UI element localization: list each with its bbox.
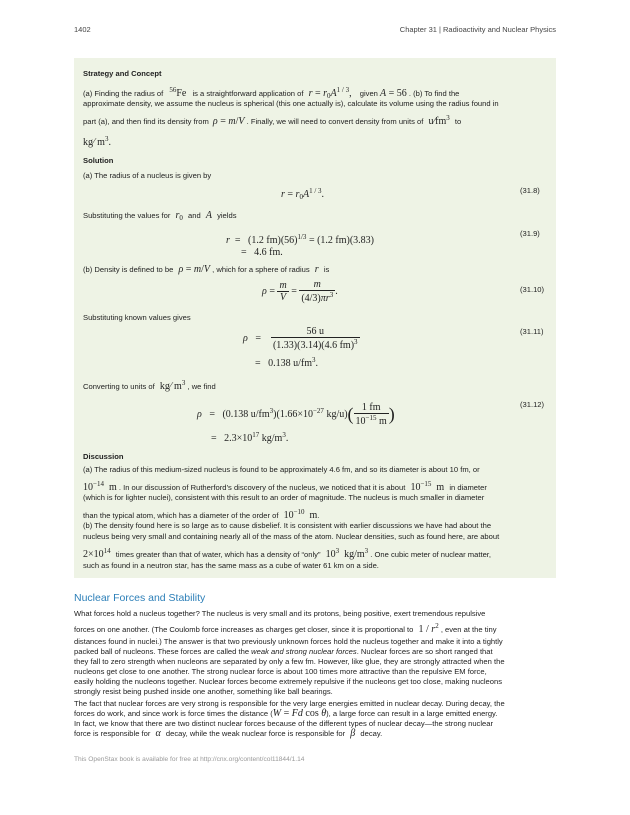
discussion-heading: Discussion — [83, 452, 124, 461]
strategy-line-4: kg⁄ $m^3$. — [83, 135, 111, 148]
known-values-text: Substituting known values gives — [83, 313, 191, 322]
solution-heading: Solution — [83, 156, 114, 165]
strategy-line-3: part (a), and then find its density from ρ = m/V . Finally, we will need to convert density from units of $u⁄fm^3$ to — [83, 114, 462, 127]
discussion-a-line4: than the typical atom, which has a diameter of the order of $10^{-10}$ m. — [83, 508, 320, 521]
eq-number-31-10: (31.10) — [520, 285, 545, 294]
discussion-a-line1: (a) The radius of this medium-sized nucleus is found to be approximately 4.6 fm, and so its diameter is about 10 fm, or — [83, 465, 480, 474]
section-paragraph-2: The fact that nuclear forces are very strong is responsible for the very large energies emitted in nuclear decay. During decay, the forces do work, and since work is force times the distance (W = Fd cos θ), a large force can result in a large emitted energy. In fact, we know that there are two distinct nuclear forces because of the different types of nuclear decay—the strong nuclear force is responsible for α decay, while the weak nuclear force is responsible for β decay. — [74, 699, 505, 739]
eq-number-31-12: (31.12) — [520, 400, 545, 409]
convert-text: Converting to units of kg⁄ $m^3$ , we find — [83, 379, 216, 392]
discussion-b-line4: such as found in a neutron star, has the same mass as a cube of water 61 km on a side. — [83, 561, 379, 570]
equation-31-9-line2: = 4.6 fm. — [241, 247, 283, 258]
equation-31-9-line1: r = (1.2 $fm)(56)^{1/3} = (1.2$ fm)(3.83) — [226, 233, 375, 246]
eq-number-31-9: (31.9) — [520, 229, 540, 238]
footer-text: This OpenStax book is available for free at http://cnx.org/content/col11844/1.14 — [74, 756, 305, 763]
discussion-b-line2: nucleus being very small and containing nearly all of the mass of the atom. Nuclear densities, such as found here, are about — [83, 532, 500, 541]
substitute-text: Substituting the values for r0 and A yields — [83, 210, 237, 222]
discussion-a-line2: $10^{-14}$ m . In our discussion of Rutherford’s discovery of the nucleus, we noticed that it is about $10^{-15}$ m in diameter — [83, 480, 487, 493]
density-text: (b) Density is defined to be ρ = m/V , which for a sphere of radius r is — [83, 264, 330, 275]
equation-31-11-line2: = 0.138 $u/fm^3$. — [255, 356, 319, 369]
discussion-b-line1: (b) The density found here is so large as to cause disbelief. It is consistent with earlier discussions we have had about the — [83, 521, 492, 530]
section-title: Nuclear Forces and Stability — [74, 592, 206, 604]
equation-31-12-line2: = $2.3\times 10^{17}$ $kg/m^3$. — [211, 431, 289, 444]
equation-31-8: $r = r_0A^{1 / 3}$. — [281, 187, 325, 201]
page-number: 1402 — [74, 25, 91, 34]
strategy-heading: Strategy and Concept — [83, 69, 162, 78]
solution-a-text: (a) The radius of a nucleus is given by — [83, 171, 212, 180]
eq-number-31-11: (31.11) — [520, 327, 544, 336]
equation-31-12-line1: ρ = (0.138 $u/fm^3)(1.66\times 10^{-27}$ kg/u)( $\frac{1 fm}{10^{-15} m}$ ) — [197, 402, 395, 427]
discussion-a-line3: (which is for lighter nuclei), consistent with this result to an order of magnitude. The nucleus is much smaller in diameter — [83, 493, 485, 502]
strategy-line-1: (a) Finding the radius of $^{56}$Fe is a straightforward application of r = r0A1 / 3, given A = 56 . (b) To find the — [83, 86, 460, 100]
strategy-line-2: approximate density, we assume the nucleus is spherical (this one actually is), calculate its volume using the radius found in — [83, 99, 499, 108]
equation-31-11-line1: ρ = $\frac{56 u}{(1.33)(3.14)(4.6 fm)^3}$ — [243, 326, 358, 351]
equation-31-10: ρ = $\frac{m}{V}$ = $\frac{m}{(4/3)\pi r^3}$ . — [262, 279, 338, 304]
section-paragraph-1: What forces hold a nucleus together? The nucleus is very small and its protons, being positive, exert tremendous repulsive forces on one another. (The Coulomb force increases as charges get closer, since it is proportional to $1 / r^2$ , even at the tiny distances found in nuclei.) The answer is that two previously unknown forces hold the nucleus together and make it into a tightly packed ball of nucleons. These forces are called the weak and strong nuclear forces. Nuclear forces are so short ranged that they fall to zero strength when nucleons are separated by only a few fm. However, like glue, they are strongly attracted when the nucleons get close to one another. The strong nuclear force is about 100 times more attractive than the repulsive EM force, easily holding the nucleons together. Nuclear forces become extremely repulsive if the nucleons get too close, making nucleons strongly resist being pushed inside one another, something like ball bearings. — [74, 609, 505, 696]
chapter-title: Chapter 31 | Radioactivity and Nuclear Physics — [399, 25, 556, 34]
eq-number-31-8: (31.8) — [520, 186, 540, 195]
discussion-b-line3: $2\times 10^{14}$ times greater than that of water, which has a density of “only” $10^3$ $kg/m^3$ . One cubic meter of nuclear matter, — [83, 547, 492, 560]
